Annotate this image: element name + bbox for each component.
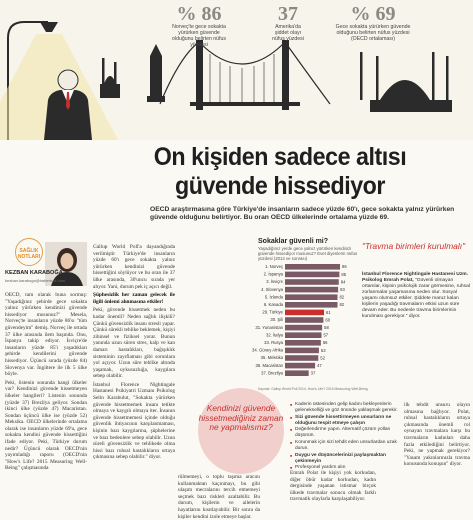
stat-value: % 86 [176,3,222,25]
bar-value-label: 60 [325,317,331,323]
stat-norway [168,4,230,48]
bar-category-label: 32. İtalya [266,332,283,338]
tip-item: ■ Profesyonel yardım alın [290,465,400,471]
body-column-2 [93,244,175,496]
headline [113,143,448,201]
headline-line-1: On kişiden sadece altısı [153,143,407,171]
bar-value-label: 57 [323,332,329,338]
bar-value-label: 61 [326,309,331,315]
paragraph: OECD, tam olarak buna sormuş: "Yaşadığınız şehirde gece sokakta yalnız yürürken kendinizi güvende hissediyor musunuz?" Mesela, Norveç'te insanların yüzde 86'sı "tüm güvendeyim" demiş. Norveç ile ortada 37 ülke arasında ilem başında. Onu, İspanya takip ediyor. İsviçre'de insanların yüzde 85'i yaşadıkları şehirde kendilerini güvende hissediyor. Üçüncü sırada (yüzde 84) Slovenya var. İngiltere ile ilk 5 ülke böyle. [5,292,87,378]
bar-category-label: 35. Meksika [260,355,283,361]
bar-category-label: 37. Brezilya [261,370,283,376]
header-illustration [0,0,473,140]
headline-line-2: güvende hissediyor [174,172,385,200]
chart-subtitle: Yaşadığınız yerde gece yalnız yürürken kendinizi güvende hissediyor musunuz? Evet diyenlerin nüfus yüzdesi (2014 ve sonrası) [258,246,358,261]
bar [285,279,339,285]
paragraph: ilk tehdit unsuru olayın olmasına bağlıyor. Polat, ruhsal hastalıkların ortaya çıkmasında önemli rol oynayan travmalara karşı bu travmaların kadınları daha fazla etkilediğini belirtiyor. Peki, ne yapmak gerekiyor? "Yasam yakınlarınızla travma konusunda konuşun" diyor. [404,402,470,468]
bar-category-label: 29. Türkiye [262,309,283,315]
body-column-1 [5,292,87,496]
columnist-email: kezban.karaboga@haberturk.com [5,278,66,283]
quote-body [362,272,470,320]
bar-category-label: 31. Yunanistan [255,324,283,330]
bar [285,287,338,293]
bar-chart-svg [252,261,360,383]
column-badge [15,238,43,266]
quote-name-line: İstanbul Florence Nightingale Hastanesi Uzm. Psikolog Emrah Polat, [362,272,468,283]
bar [285,340,321,346]
bar [285,370,309,376]
stat-text: Amerika'da şiddet olayı nüfus yüzdesi [272,24,304,42]
bar-value-label: 82 [339,294,345,300]
body-column-5 [290,470,376,503]
bar [285,264,340,270]
subhead: Şüphesizlik her zaman gelecek ile ilgili önlemi alınmasına etkiler! [93,292,175,305]
body-column-4 [178,474,260,520]
columnist-name: KEZBAN KARABOĞA [5,270,63,276]
bar-category-label: 34. Güney Afrika [252,347,283,353]
bar-value-label: 84 [340,279,346,285]
paragraph: Peki, listenin sonunda hangi ülkeler var? Kendinizi güvende hissetmeyen ülkeler hangileri? Listenin sonunda (yüzde 37) Brezilya geliyor. Sondan ikinci ülke (yüzde 47) Macaristan. Sondan üçüncü ülke ise (yüzde 52) Meksika. OECD ülkelerinde ortalama olarak ise insanların yüzde 69'u, gece sokakta kendini güvende hissettiğini ifade ediyor. Peki, Türkiye durum nedir? Üçüncü olarak OECD'nin yayımladığı raporu (OECD'nin "How's Life? 2015 Measuring Well-Being" çalışmasında [5,379,87,472]
bar-value-label: 37 [310,370,316,376]
paragraph: İstanbul Florence Nightingale Hastanesi Psikiyatri Uzmanı Psikolog Selin Karabulut, "Sokakta yürürken güvende hissetmemek insanı tetikte olmaya ve kaygılı olmaya iter. İnsanın güvende hissetmemesi içinde olduğu güvenlik ihtiyacının karşılanmaması, kişinin bazı kaygılarına, şüphelerine ve bazı bedenlere sebep olabilir. Uzun süreli güvensizlik ve tehlikede olma hissi bazı ruhsal hastalıkların ortaya çıkmasına sebep olabilir." diyor. [93,381,175,461]
bar-value-label: 86 [342,264,347,270]
bar [285,348,319,354]
stat-usa [268,4,308,42]
bar-value-label: 82 [339,302,345,308]
bar [285,294,337,300]
bar [285,310,324,316]
quote-text: "Güvenli olmayan ortamlar, kişinin psikolojik zarar görmesine, ruhsal zorlanmalar yaşamasına neden olur. Sosyal yaşamı olumsuz etkiler. Şiddete maruz kalan kişilerin yaşadığı travmaların etkisi uzun süre devam eder. Bu nedenle travma birimlerinin kurulması gerekiyor." diyor. [362,278,470,319]
stat-text: Norveç'te gece sokakta yürürken güvende olduğunu belirten nüfus yüzdesi [172,24,226,48]
tip-item: ■ Duygu ve düşüncelerinizi paylaşmaktan çekinmeyin [290,453,400,465]
tip-item: ■ Korunmak için sizi tehdit eden unsurlardan uzak durun. [290,440,400,452]
tip-item: ■ Değerlendirme yapın. Alternatif çözüm yolları düşünün. [290,427,400,439]
bar-value-label: 53 [320,347,326,353]
bar [285,325,322,331]
bar-category-label: 4. Slovenya [261,286,283,292]
lede: OECD araştırmasına göre Türkiye'de insanların sadece yüzde 60'ı, gece sokakta yalnız yürürken güvende olduğunu belirtiyor. Bu oran OECD ülkelerinde ortalama yüzde 69. [150,206,455,222]
bar-category-label: 33. Rusya [264,340,283,345]
bar-category-label: 30. Şili [270,317,283,323]
bar-category-label: 3. İsviçre [266,279,283,285]
column-badge-label: SAĞLIK NOTLARI [17,248,41,260]
paragraph: Emrah Polat ile kişiyi yok korkudan, diğer öbür kadar korkudan, kadın dergisinde yaşanan istismar birçok ülkede travmalar sonucu olmak farklı travmatik olaylarla karşılaşabiliyor. [290,470,376,503]
paragraph: rülmemeyi, o toplu taşıma aracını kullanmaktan kaçınmayı, bu gibi ulaşım mecralarını tercih etmemeyi seçmek bazı riskleri azaltabilir. Bu durum, kişilerin ve ailelerin hayatlarını kısıtlayabilir. Bir sonra da kişiler kendini izole etmeye başlar. [178,474,260,520]
bar [285,363,315,369]
bar-value-label: 83 [340,287,345,292]
bar-value-label: 58 [324,325,329,330]
bar [285,355,318,361]
bar-category-label: 36. Macaristan [255,362,283,368]
bar [285,332,321,338]
paragraph: Gallup World Poll'a dayandığında verilmiştir Türkiye'de insanların yüzde 60'ı gece sokakta yalnız yürürken kendinizi güvende hissettiğini söylüyor ve bu oran ile 37 ülke arasında, 30'uncu sırada yer alıyor. Yani, durum pek iç açıcı değil. [93,244,175,290]
bar-value-label: 47 [317,363,322,368]
bar-chart-safety [252,238,368,398]
bar-category-label: 1. Norveç [265,264,283,269]
paragraph: Peki, güvende hissetmek neden bu kadar önemli? Neden sağlık ilişkili? Çünkü güvensizlik insanı stresli yapar. Çünkü sürekli tehlike beklemek, kişiyi zihinsel ve fiziksel yorar. Bunun yanında uzun süren stres, kalp ve kan damarı hastalıkları, bağışıklık sisteminin zayıflaması gibi sorunlara yol açıyor. Uzun süre tehlike altında yaşamak, uykusuzluğa, kaygılara sebep olabilir. [93,307,175,380]
bar-category-label: 6. Kanada [263,302,283,307]
stat-value: % 69 [350,3,396,25]
tip-item: ■ Sizi güvende hissettirmeyen unsurların ne olduğunu tespit etmeye çalışın [290,415,400,427]
bar-category-label: 2. İspanya [263,271,283,277]
columnist-box [5,222,89,294]
bar [285,272,339,278]
stat-oecd-average [330,4,416,42]
bar [285,302,337,308]
bar-value-label: 85 [341,271,347,277]
stat-value: 37 [278,3,298,25]
chart-title: Sokaklar güvenli mi? [258,238,329,245]
stat-text: Gece sokakta yürürken güvende olduğunu belirten nüfus yüzdesi (OECD ortalaması) [335,24,411,42]
body-column-6 [404,402,470,498]
bar-value-label: 52 [320,355,325,361]
question-circle [198,388,284,474]
bar-category-label: 5. İzlanda [264,294,283,300]
chart-source: Kaynak: Gallup World Poll 2014, How's Life? 2015 Measuring Well-Being [258,387,368,391]
tip-item: ■ Kaderin üstesinden gelip kadını bekleyenlerin gelenekselliği ve göz önünde yaklaşmak gerekir. [290,402,400,414]
tips-bullet-list [290,402,400,472]
bar-value-label: 56 [322,340,328,346]
quote-title: "Travma birimleri kurulmalı" [362,241,466,251]
bar [285,317,323,323]
question-text: Kendinizi güvende hissetmediğiniz zaman ne yapmalısınız? [198,403,284,433]
